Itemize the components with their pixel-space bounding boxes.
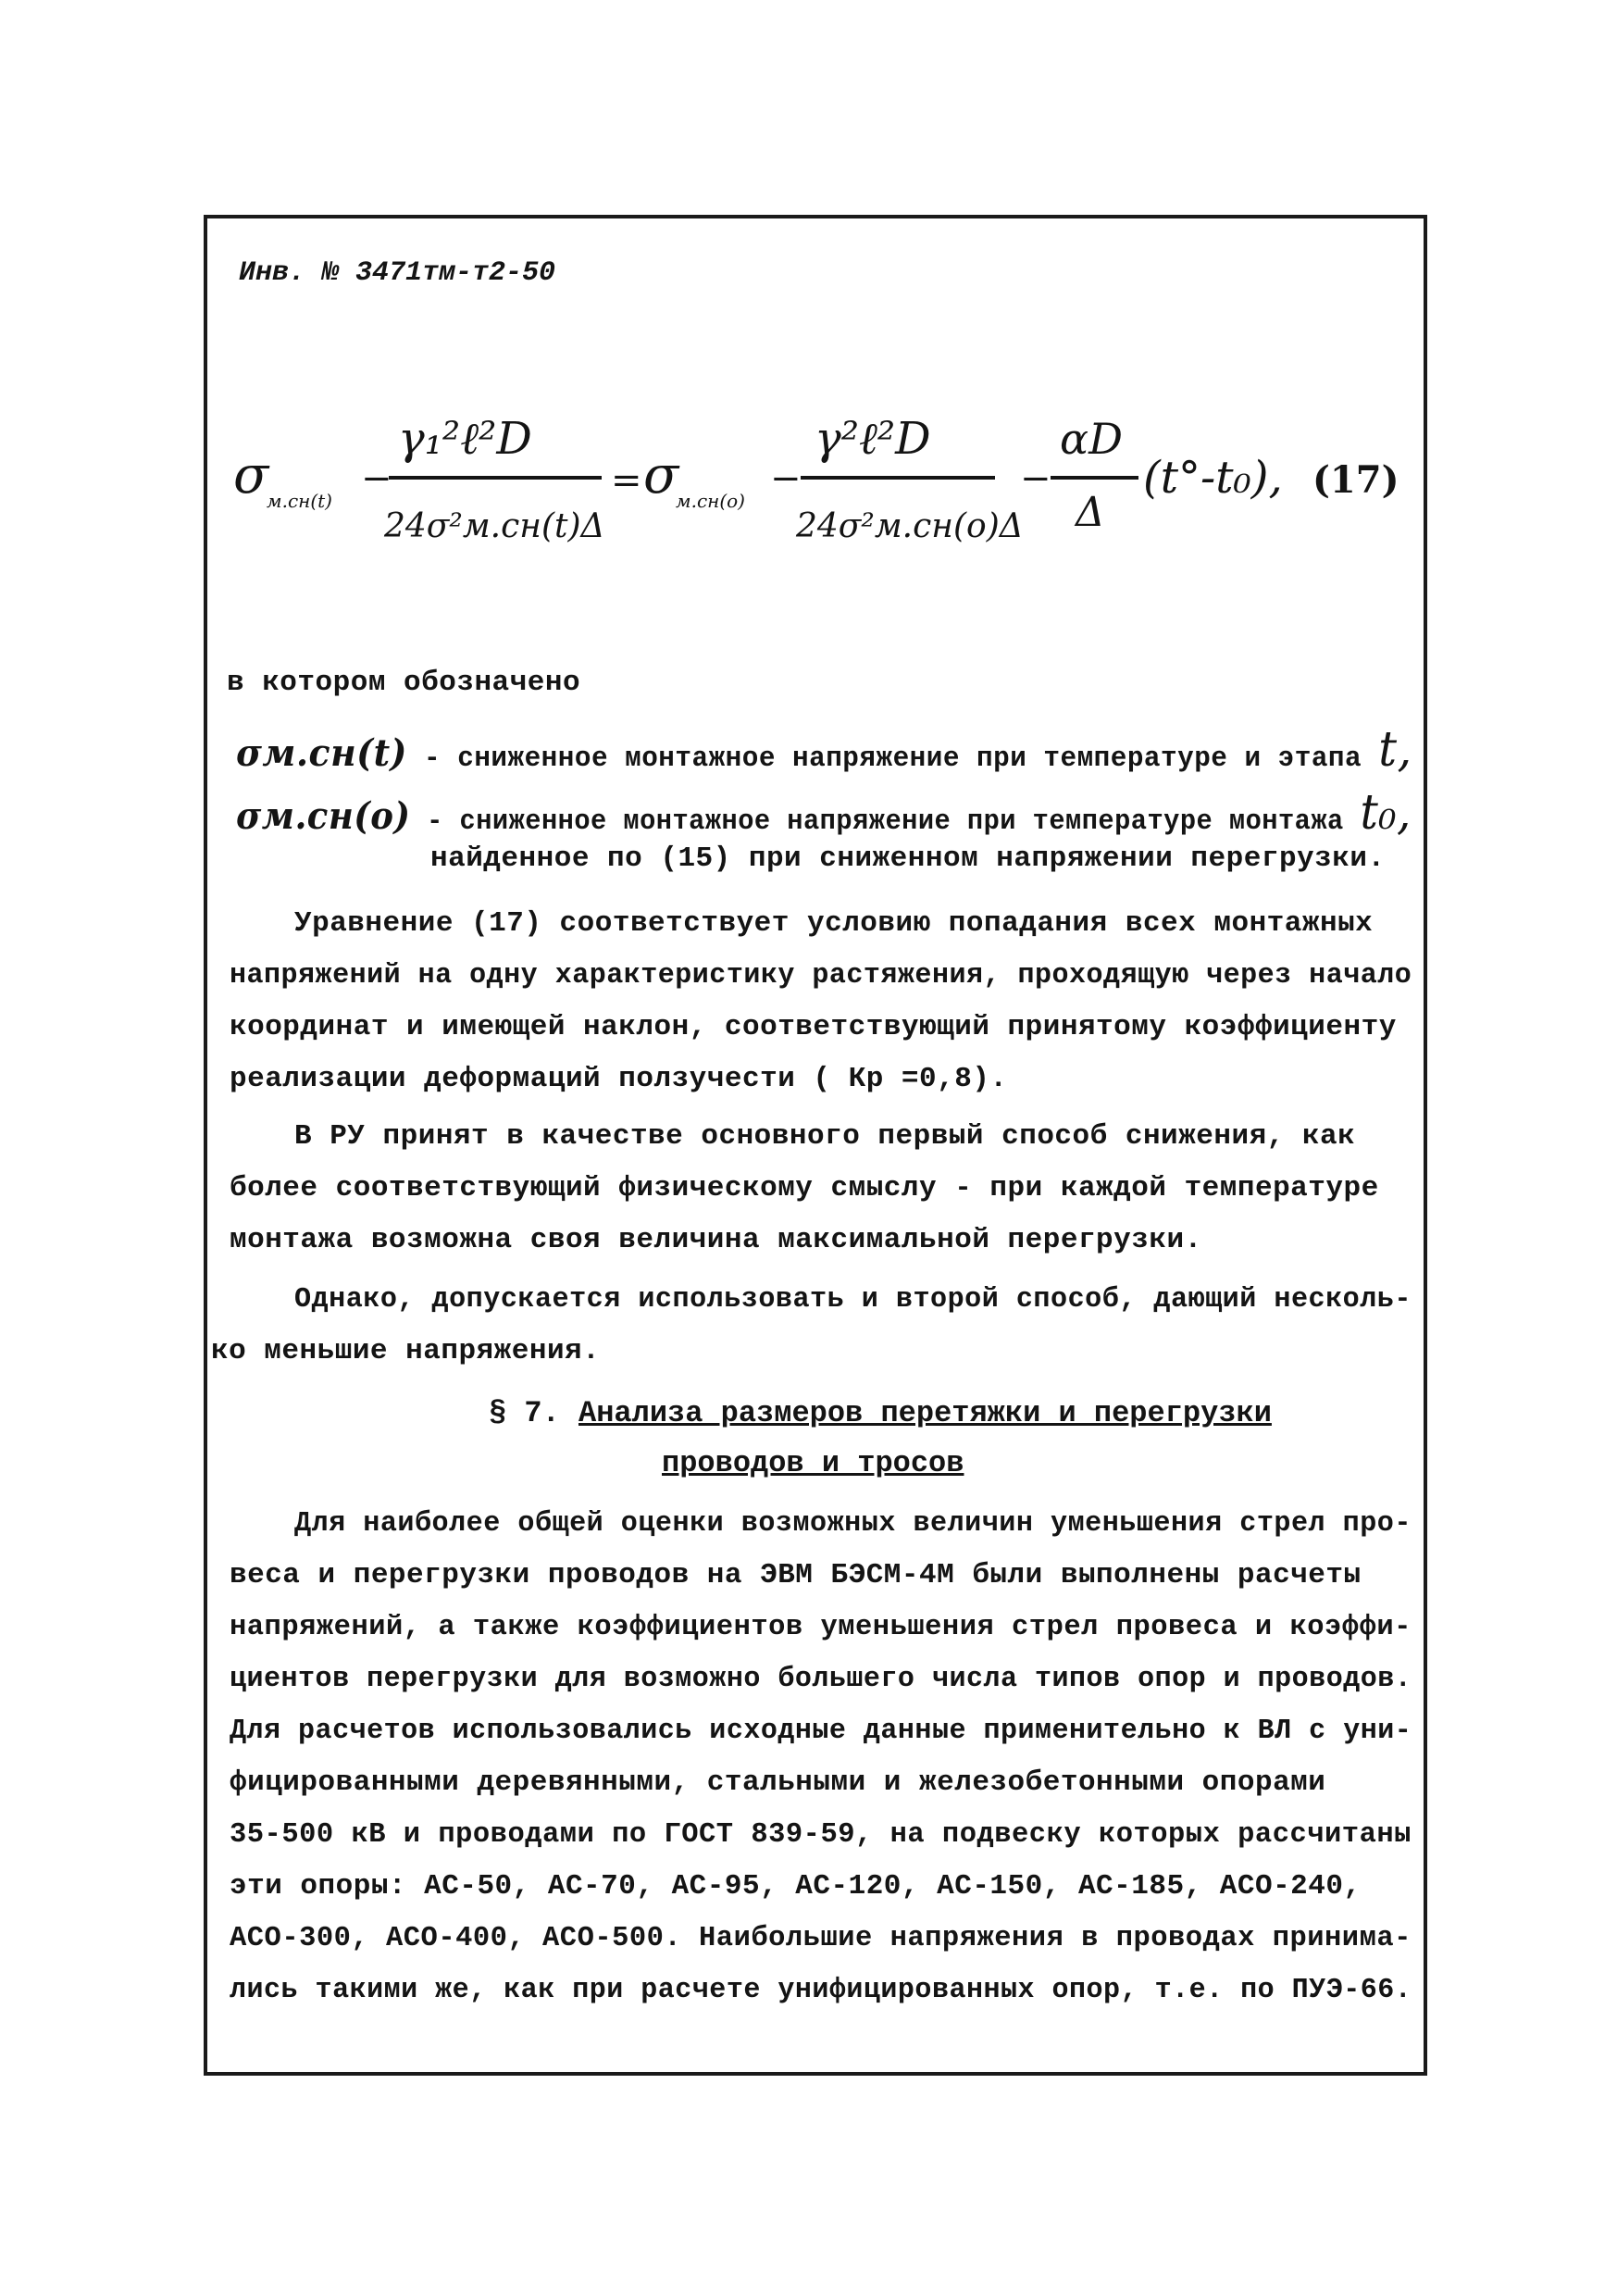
formula-frac3-den: Δ bbox=[1076, 489, 1105, 536]
formula-frac1-den: 24σ²м.сн(t)Δ bbox=[384, 507, 605, 545]
formula-lhs-sigma: σ bbox=[233, 445, 269, 505]
definition-var-2: t₀, bbox=[1360, 785, 1412, 841]
formula-frac2-den: 24σ²м.сн(o)Δ bbox=[796, 507, 1024, 545]
paragraph-1-line-1: Уравнение (17) соответствует условию попадания всех монтажных bbox=[294, 907, 1374, 940]
body-line-9: АСО-300, АСО-400, АСО-500. Наибольшие напряжения в проводах принима- bbox=[230, 1922, 1412, 1954]
body-line-7: 35-500 кВ и проводами по ГОСТ 839-59, на подвеску которых рассчитаны bbox=[230, 1818, 1412, 1851]
body-line-10: лись такими же, как при расчете унифицированных опор, т.е. по ПУЭ-66. bbox=[230, 1974, 1412, 2006]
formula-rhs-sub: м.сн(o) bbox=[676, 490, 745, 512]
definition-text-1: - сниженное монтажное напряжение при температуре и этапа bbox=[424, 742, 1362, 775]
body-line-5: Для расчетов использовались исходные данные применительно к ВЛ с уни- bbox=[230, 1715, 1412, 1747]
paragraph-1-line-3: координат и имеющей наклон, соответствующий принятому коэффициенту bbox=[230, 1011, 1397, 1043]
formula-number: (17) bbox=[1312, 458, 1399, 502]
paragraph-3-line-1: Однако, допускается использовать и второй способ, дающий несколь- bbox=[294, 1283, 1412, 1316]
formula-lhs-sub: м.сн(t) bbox=[267, 490, 332, 512]
paragraph-2-line-3: монтажа возможна своя величина максимальной перегрузки. bbox=[230, 1224, 1202, 1256]
definition-var-1: t, bbox=[1378, 722, 1412, 778]
body-line-3: напряжений, а также коэффициентов уменьшения стрел провеса и коэффи- bbox=[230, 1611, 1412, 1643]
formula-thermal-term: (t°-t₀), bbox=[1143, 452, 1283, 504]
formula-frac1-num: γ₁²ℓ²D bbox=[398, 413, 532, 465]
definition-item-1 bbox=[236, 722, 1412, 778]
body-line-4: циентов перегрузки для возможно большего числа типов опор и проводов. bbox=[230, 1663, 1412, 1695]
body-line-1: Для наиболее общей оценки возможных величин уменьшения стрел про- bbox=[294, 1507, 1412, 1540]
section-title-line-2: проводов и тросов bbox=[662, 1446, 964, 1480]
paragraph-1-line-2: напряжений на одну характеристику растяжения, проходящую через начало bbox=[230, 959, 1412, 992]
definition-symbol-1: σм.сн(t) bbox=[236, 731, 407, 775]
body-line-2: веса и перегрузки проводов на ЭВМ БЭСМ-4М были выполнены расчеты bbox=[230, 1559, 1362, 1591]
svg-text:=: = bbox=[611, 459, 642, 502]
svg-text:−: − bbox=[1020, 457, 1051, 500]
paragraph-1-line-4: реализации деформаций ползучести ( Кр =0,8). bbox=[230, 1063, 1008, 1095]
section-number: § 7. bbox=[489, 1396, 560, 1430]
definition-item-2 bbox=[236, 785, 1412, 841]
definition-symbol-2: σм.сн(o) bbox=[236, 794, 411, 838]
definitions-intro: в котором обозначено bbox=[227, 667, 581, 699]
definition-text-2: - сниженное монтажное напряжение при температуре монтажа bbox=[427, 805, 1344, 838]
formula-rhs-sigma: σ bbox=[643, 445, 679, 505]
svg-text:−: − bbox=[361, 457, 392, 500]
paragraph-3-line-2: ко меньшие напряжения. bbox=[211, 1335, 601, 1367]
body-line-6: фицированными деревянными, стальными и железобетонными опорами bbox=[230, 1766, 1326, 1799]
formula-17 bbox=[222, 389, 1416, 611]
body-line-8: эти опоры: АС-50, АС-70, АС-95, АС-120, АС-150, АС-185, АСО-240, bbox=[230, 1870, 1362, 1903]
paragraph-2-line-1: В РУ принят в качестве основного первый способ снижения, как bbox=[294, 1120, 1356, 1153]
section-title-line-1: Анализа размеров перетяжки и перегрузки bbox=[578, 1396, 1272, 1430]
svg-text:−: − bbox=[770, 457, 802, 500]
formula-frac2-num: γ²ℓ²D bbox=[815, 413, 931, 465]
paragraph-2-line-2: более соответствующий физическому смыслу - при каждой температуре bbox=[230, 1172, 1379, 1204]
formula-frac3-num: αD bbox=[1060, 414, 1123, 464]
inventory-number: Инв. № 3471тм-т2-50 bbox=[239, 257, 556, 289]
definition-item-3: найденное по (15) при сниженном напряжении перегрузки. bbox=[430, 842, 1386, 875]
